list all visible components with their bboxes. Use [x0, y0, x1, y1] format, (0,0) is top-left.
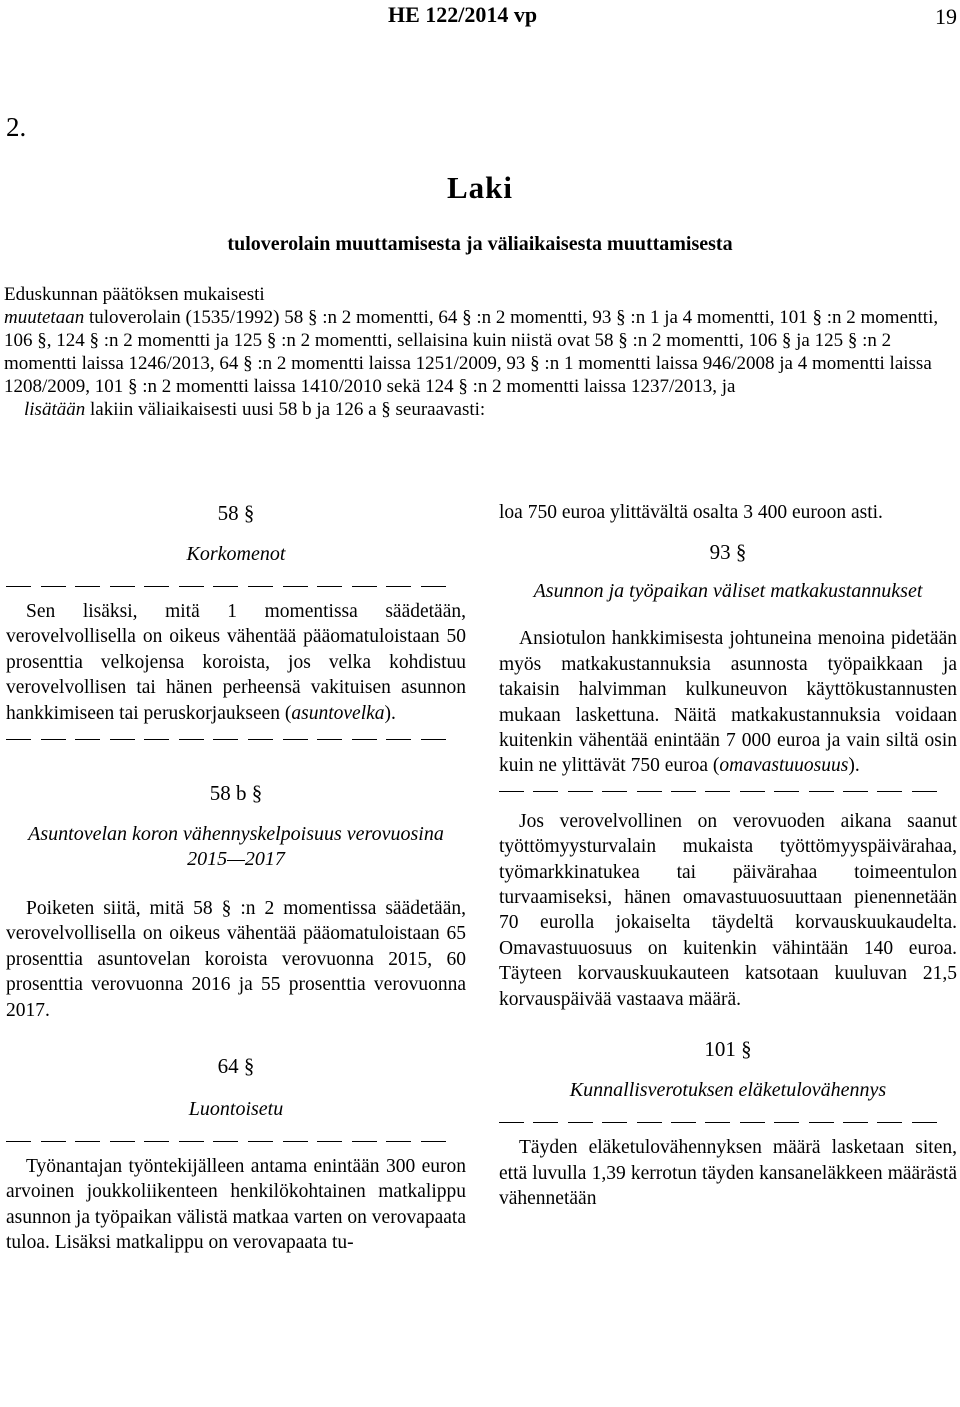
section-58b-text: Poiketen siitä, mitä 58 § :n 2 momentissa säädetään, verovelvollisella on oikeus vähentää pääomatuloistaan 65 prosenttia asuntovelan koroista verovuonna 2015, 60 prosenttia verovuonna 2016 ja 55 prosenttia verovuonna 2017. [6, 898, 466, 1021]
omission-line [6, 1128, 466, 1154]
document-number: 2. [6, 112, 27, 142]
section-101-heading: Kunnallisverotuksen eläketulovähennys [569, 1079, 887, 1102]
section-101-number: 101 § [704, 1037, 752, 1062]
law-subtitle: tuloverolain muuttamisesta ja väliaikaisesta muuttamisesta [227, 233, 733, 255]
section-93-paragraph-1: Ansiotulon hankkimisesta johtuneina menoina pidetään myös matkakustannuksia asunnosta työpaikkaan ja takaisin halvimman kulkuneuvon käyttökustannusten mukaan laskettuna. Näitä matkakustannuksia voidaan kuitenkin vähentää enintään 7 000 euroa ja vain siltä osin kuin ne ylittävät 750 euroa (omavastuuosuus). [499, 628, 957, 777]
omission-line [6, 726, 466, 752]
section-64-text: Työnantajan työntekijälleen antama enintään 300 euron arvoinen joukkoliikenteen henkilökohtainen matkalippu asunnon ja työpaikan välistä matkaa varten on verovapaata tuloa. Lisäksi matkalippu on verovapaata tu- [6, 1156, 466, 1254]
preamble-intro: Eduskunnan päätöksen mukaisesti [4, 284, 265, 305]
section-64-number: 64 § [217, 1054, 255, 1079]
add-text: lakiin väliaikaisesti uusi 58 b ja 126 a § seuraavasti: [85, 399, 486, 420]
omission-line [6, 573, 466, 599]
amend-label: muutetaan [4, 307, 85, 328]
left-column [6, 500, 466, 1256]
section-93-number: 93 § [709, 540, 747, 565]
section-58b-heading: Asuntovelan koron vähennyskelpoisuus verovuosina 2015—2017 [28, 823, 444, 871]
header-title: HE 122/2014 vp [388, 2, 538, 27]
section-58-text: Sen lisäksi, mitä 1 momentissa säädetään, verovelvollisella on oikeus vähentää pääomatuloistaan 50 prosenttia velkojensa koroista, jos velka kohdistuu verovelvollisen tai hänen perheensä vakituisen asunnon hankkimiseen tai peruskorjaukseen (asuntovelka). [6, 601, 466, 724]
omission-line [499, 1109, 957, 1135]
right-column [499, 500, 957, 1211]
section-101-text: Täyden eläketulovähennyksen määrä lasketaan siten, että luvulla 1,39 kerrotun täyden kansaneläkkeen määrästä vähennetään [499, 1137, 957, 1209]
section-58-heading: Korkomenot [186, 543, 286, 565]
preamble [4, 283, 956, 421]
section-58-number: 58 § [217, 501, 255, 525]
preamble-amend [4, 306, 956, 398]
section-64-heading: Luontoisetu [188, 1098, 284, 1121]
preamble-add [4, 398, 956, 421]
omission-line [499, 779, 957, 805]
amend-text: tuloverolain (1535/1992) 58 § :n 2 momentti, 64 § :n 2 momentti, 93 § :n 1 ja 4 momentti, 101 § :n 2 momentti, 106 §, 124 § :n 2 momentti ja 125 § :n 2 momentti, sellaisina kuin niistä ovat 58 § :n 2 momentti, 106 § ja 125 § :n 2 momentti laissa 1246/2013, 64 § :n 2 momentti laissa 1251/2009, 93 § :n 1 momentti laissa 946/2008 ja 4 momentti laissa 1208/2009, 101 § :n 2 momentti laissa 1410/2010 sekä 124 § :n 2 momentti laissa 1237/2013, ja [4, 307, 939, 397]
section-93-heading: Asunnon ja työpaikan väliset matkakustannukset [533, 580, 923, 603]
law-title: Laki [446, 170, 514, 205]
page-number: 19 [935, 4, 957, 29]
section-58b-number: 58 b § [209, 781, 263, 806]
continuation-text: loa 750 euroa ylittävältä osalta 3 400 euroon asti. [499, 502, 883, 523]
add-label: lisätään [24, 399, 86, 420]
section-93-paragraph-2: Jos verovelvollinen on verovuoden aikana saanut työttömyysturvalain mukaista työttömyyspäivärahaa, työmarkkinatukea tai päivärahaa toimeentulon turvaamiseksi, hänen omavastuuosuuttaan pienennetään 70 eurolla jokaiselta täydeltä korvauskuukaudelta. Omavastuuosuus on kuitenkin vähintään 140 euroa. Täyteen korvauskuukauteen katsotaan kuuluvan 21,5 korvauspäivää vastaava määrä. [499, 810, 957, 1010]
